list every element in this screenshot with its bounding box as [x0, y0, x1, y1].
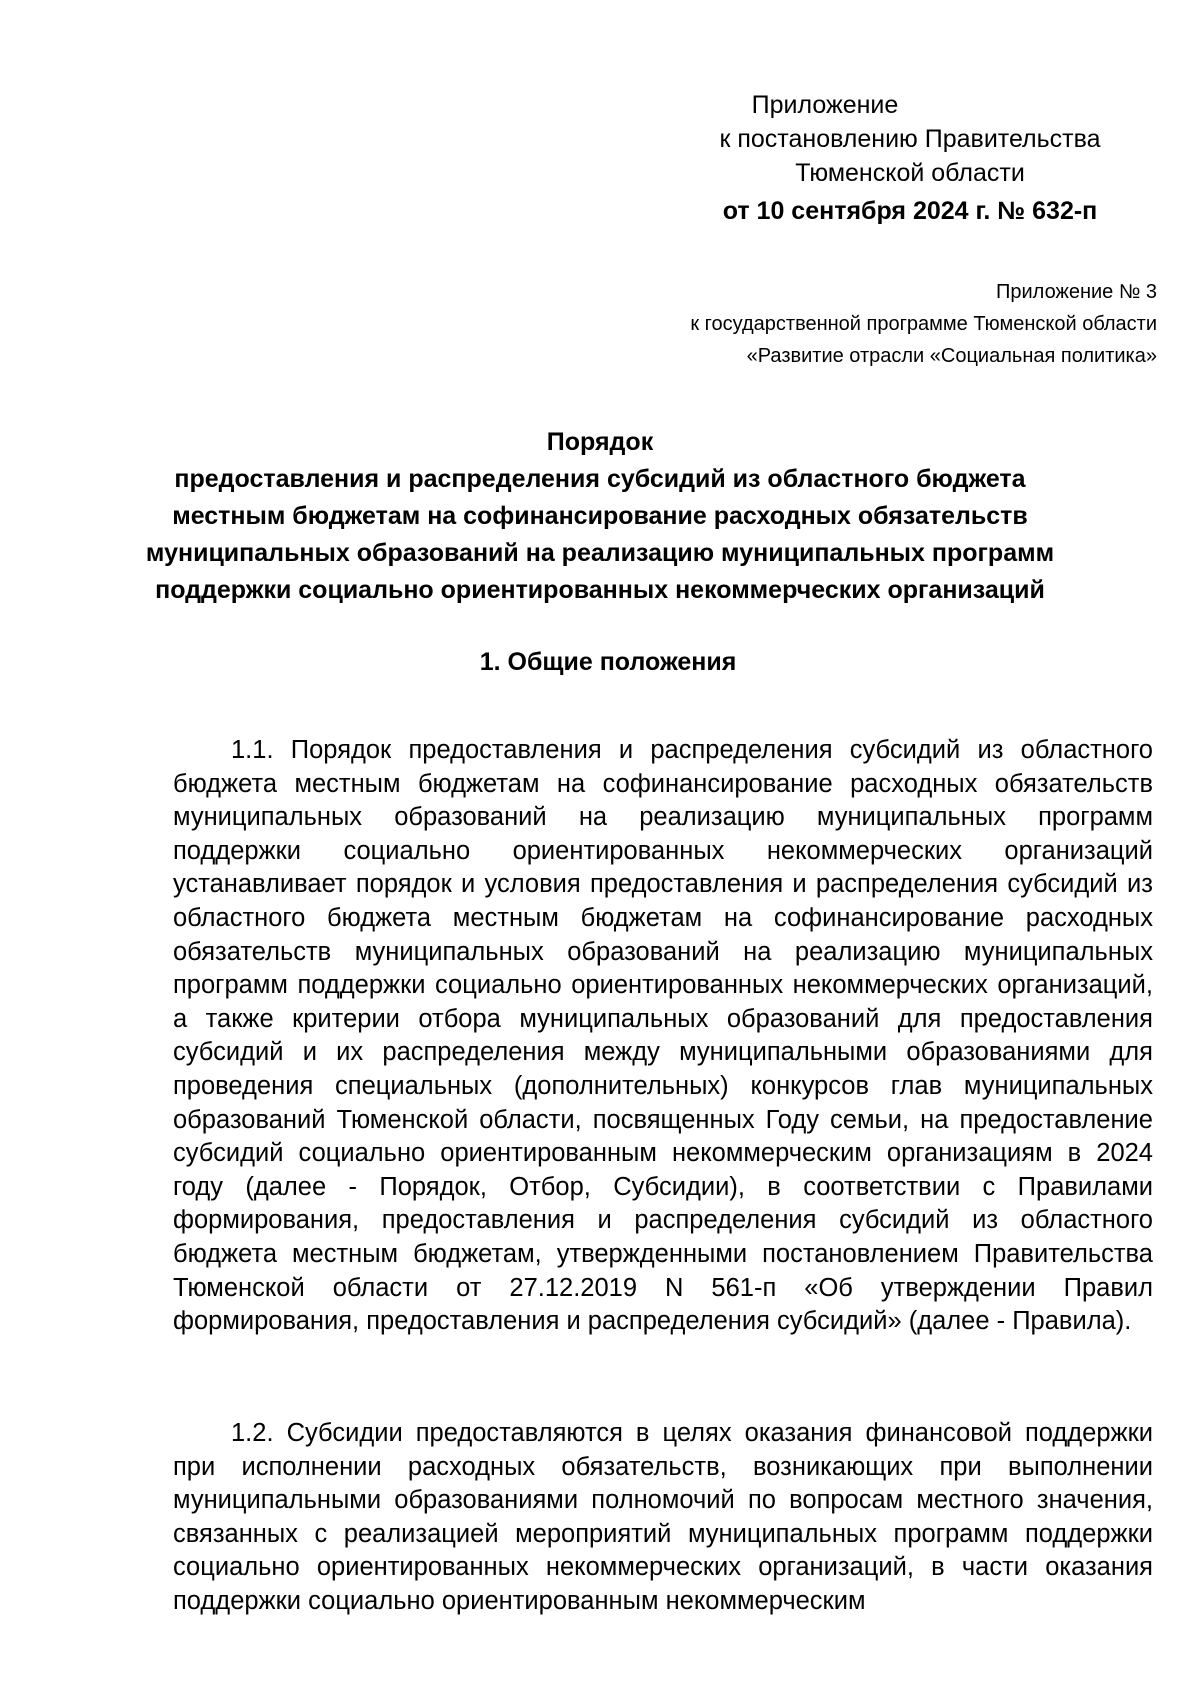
title-line3: местным бюджетам на софинансирование расходных обязательств: [172, 502, 1028, 530]
appendix-line2: Тюменской области: [795, 159, 1025, 187]
appendix3-line3: «Развитие отрасли «Социальная политика»: [746, 345, 1157, 367]
appendix3-line2: к государственной программе Тюменской области: [690, 313, 1157, 335]
title-line2: предоставления и распределения субсидий из областного бюджета: [174, 465, 1026, 493]
appendix3-header: [690, 276, 1157, 372]
appendix-header: [660, 88, 1160, 228]
title-line4: муниципальных образований на реализацию муниципальных программ: [145, 539, 1055, 567]
paragraph-1-1: 1.1. Порядок предоставления и распределения субсидий из областного бюджета местным бюджетам на софинансирование расходных обязательств муниципальных образований на реализацию муниципальных программ поддержки социально ориентированных некоммерческих организаций устанавливает порядок и условия предоставления и распределения субсидий из областного бюджета местным бюджетам на софинансирование расходных обязательств муниципальных образований на реализацию муниципальных программ поддержки социально ориентированных некоммерческих организаций, а также критерии отбора муниципальных образований для предоставления субсидий и их распределения между муниципальными образованиями для проведения специальных (дополнительных) конкурсов глав муниципальных образований Тюменской области, посвященных Году семьи, на предоставление субсидий социально ориентированным некоммерческим организациям в 2024 году (далее - Порядок, Отбор, Субсидии), в соответствии с Правилами формирования, предоставления и распределения субсидий из областного бюджета местным бюджетам, утвержденными постановлением Правительства Тюменской области от 27.12.2019 N 561-п «Об утверждении Правил формирования, предоставления и распределения субсидий» (далее - Правила).: [173, 736, 1153, 1336]
document-title: [0, 424, 1200, 609]
section1-heading: 1. Общие положения: [479, 648, 737, 676]
appendix-line1: к постановлению Правительства: [719, 125, 1101, 153]
title-line1: Порядок: [546, 428, 654, 456]
title-line5: поддержки социально ориентированных некоммерческих организаций: [155, 576, 1045, 604]
appendix-date-number: от 10 сентября 2024 г. № 632-п: [722, 197, 1098, 225]
section-heading: [0, 645, 1200, 679]
appendix3-line1: Приложение № 3: [996, 281, 1157, 303]
paragraph-1-2: 1.2. Субсидии предоставляются в целях оказания финансовой поддержки при исполнении расходных обязательств, возникающих при выполнении муниципальными образованиями полномочий по вопросам местного значения, связанных с реализацией мероприятий муниципальных программ поддержки социально ориентированных некоммерческих организаций, в части оказания поддержки социально ориентированным некоммерческим: [173, 1419, 1153, 1615]
appendix-title: Приложение: [751, 91, 899, 119]
